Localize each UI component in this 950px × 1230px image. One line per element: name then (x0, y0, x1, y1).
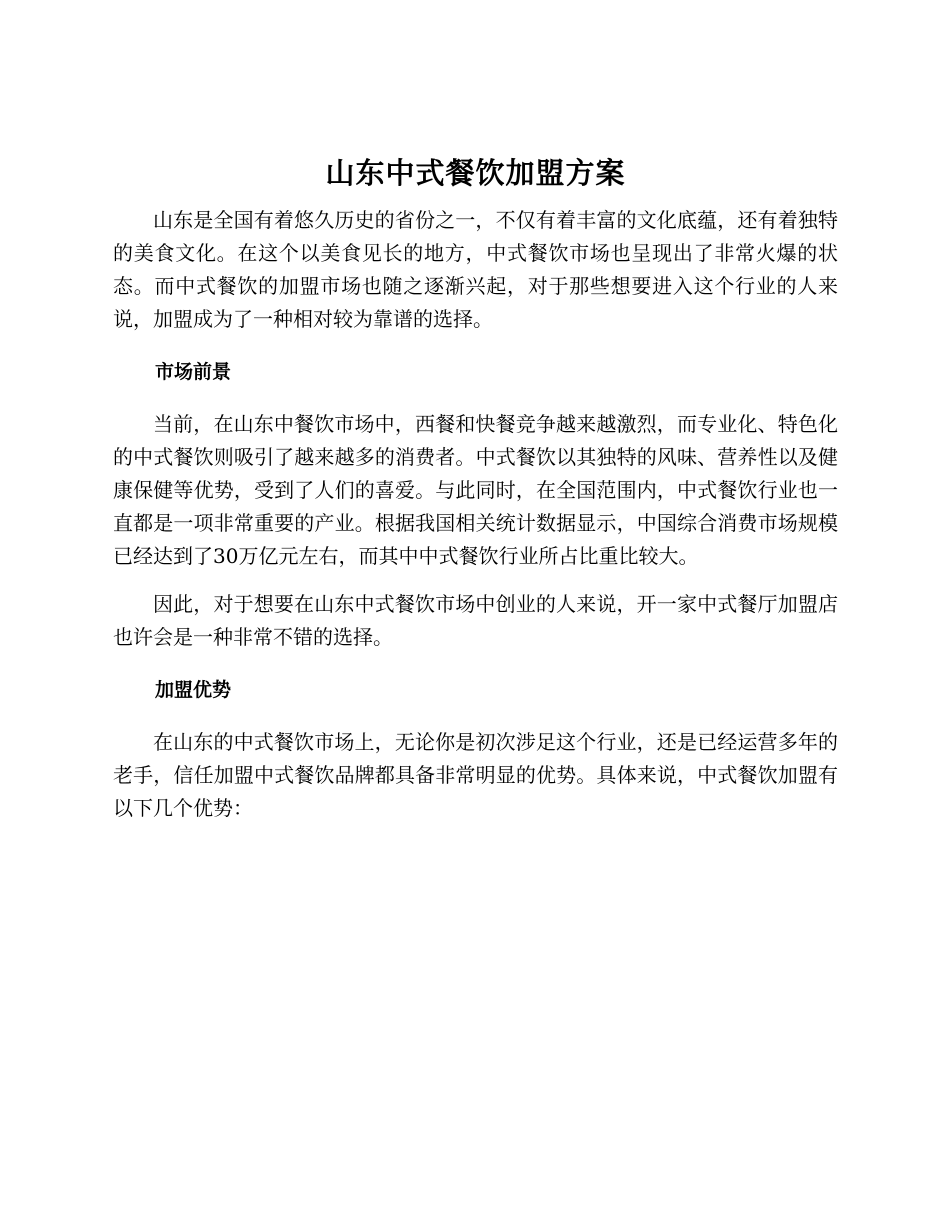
intro-paragraph: 山东是全国有着悠久历史的省份之一，不仅有着丰富的文化底蕴，还有着独特的美食文化。在这个以美食见长的地方，中式餐饮市场也呈现出了非常火爆的状态。而中式餐饮的加盟市场也随之逐渐兴起，对于那些想要进入这个行业的人来说，加盟成为了一种相对较为靠谱的选择。 (113, 208, 838, 331)
franchise-advantages-paragraph-1: 在山东的中式餐饮市场上，无论你是初次涉足这个行业，还是已经运营多年的老手，信任加盟中式餐饮品牌都具备非常明显的优势。具体来说，中式餐饮加盟有以下几个优势： (113, 730, 838, 820)
market-outlook-paragraph-1: 当前，在山东中餐饮市场中，西餐和快餐竞争越来越激烈，而专业化、特色化的中式餐饮则吸引了越来越多的消费者。中式餐饮以其独特的风味、营养性以及健康保健等优势，受到了人们的喜爱。与此同时，在全国范围内，中式餐饮行业也一直都是一项非常重要的产业。根据我国相关统计数据显示，中国综合消费市场规模已经达到了30万亿元左右，而其中中式餐饮行业所占比重比较大。 (113, 412, 838, 568)
section-heading-franchise-advantages: 加盟优势 (155, 679, 232, 701)
market-outlook-paragraph-2: 因此，对于想要在山东中式餐饮市场中创业的人来说，开一家中式餐厅加盟店也许会是一种非常不错的选择。 (113, 592, 838, 649)
document-title: 山东中式餐饮加盟方案 (325, 156, 626, 190)
section-heading-market-outlook: 市场前景 (155, 361, 232, 383)
document-body (113, 150, 838, 840)
